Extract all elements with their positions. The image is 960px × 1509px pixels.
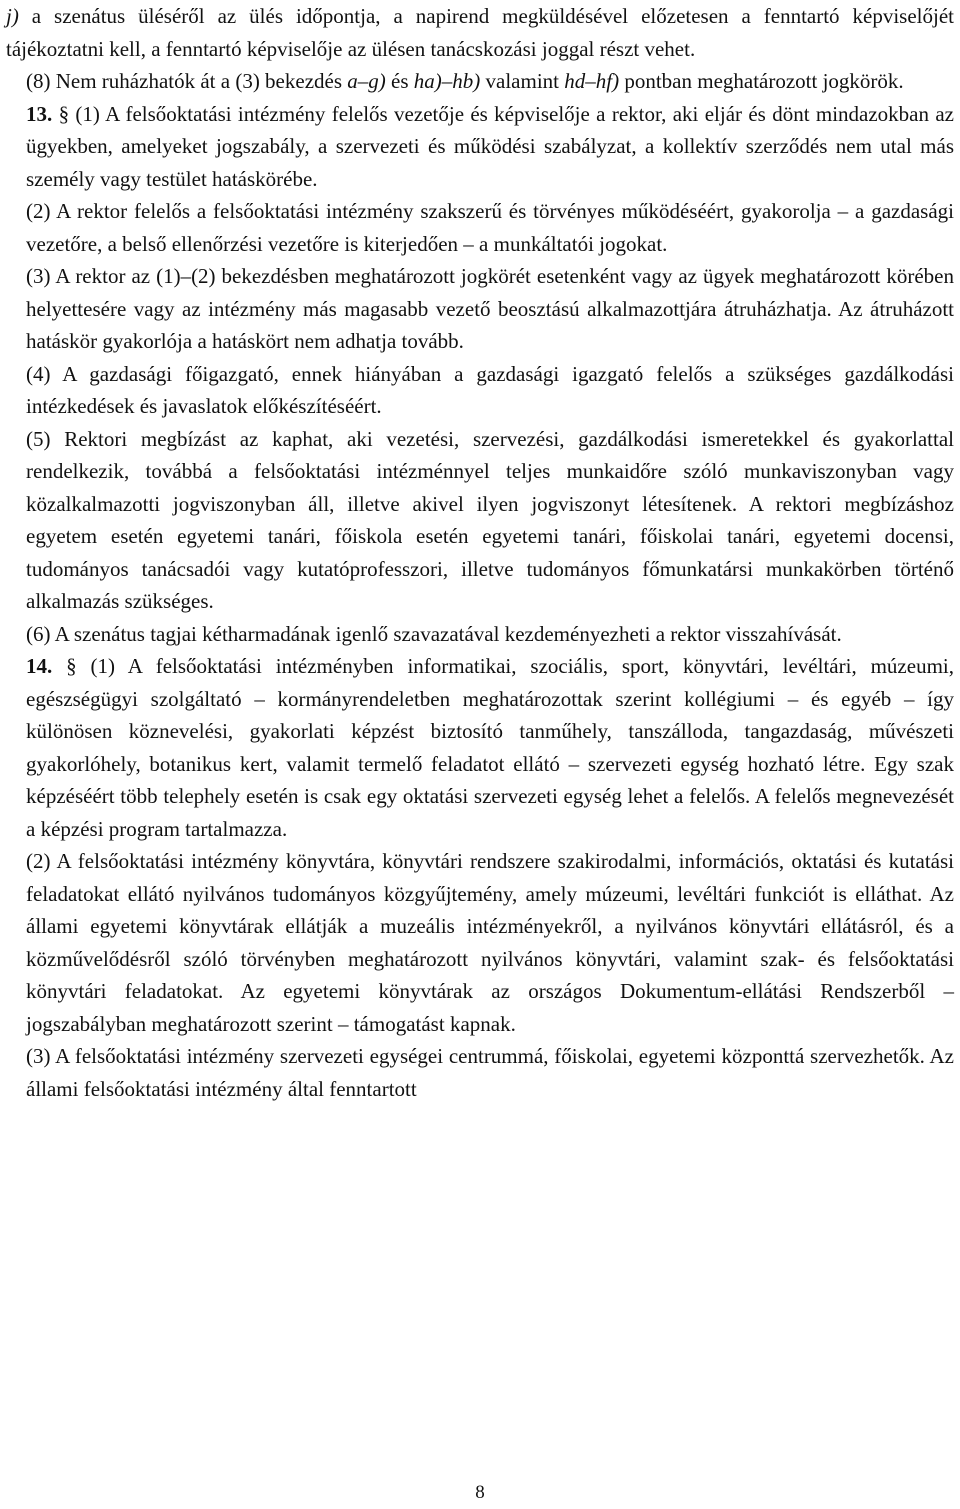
- document-body: [6, 0, 954, 1105]
- section-14-paragraph-2: (2) A felsőoktatási intézmény könyvtára, könyvtári rendszere szakirodalmi, információs, oktatási és kutatási feladatokat ellátó nyilvános tudományos közgyűjtemény, amely múzeumi, levéltári funkciót is elláthat. Az állami egyetemi könyvtárak ellátják a muzeális intézményekről, a nyilvános könyvtári ellátásról, és a közművelődésről szóló törvényben meghatározott nyilvános könyvtári, valamint szak- és felsőoktatási könyvtári feladatokat. Az egyetemi könyvtárak az országos Dokumentum-ellátási Rendszerből – jogszabályban meghatározott szerint – támogatást kapnak.: [26, 849, 954, 1036]
- paragraph-text: és: [385, 69, 414, 93]
- paragraph-text: a szenátus üléséről az ülés időpontja, a napirend megküldésével előzetesen a fenntartó képviselőjét tájékoztatni kell, a fenntartó képviselője az ülésen tanácskozási joggal részt vehet.: [6, 4, 954, 61]
- section-13-paragraph-4: (4) A gazdasági főigazgató, ennek hiányában a gazdasági igazgató felelős a szükséges gazdálkodási intézkedések és javaslatok előkészítéséért.: [26, 361, 954, 418]
- section-14-paragraph-1: [6, 650, 954, 845]
- paragraph-text: valamint: [480, 69, 565, 93]
- point-reference: a–g): [347, 69, 386, 93]
- section-13-paragraph-1: [6, 98, 954, 196]
- section-13-paragraph-5: (5) Rektori megbízást az kaphat, aki vezetési, szervezési, gazdálkodási ismeretekkel és gyakorlattal rendelkezik, továbbá a felsőoktatási intézménnyel teljes munkaidőre szóló munkaviszonyban vagy közalkalmazotti jogviszonyban áll, illetve akivel ilyen jogviszonyt létesítenek. A rektori megbízáshoz egyetem esetén egyetemi tanári, főiskola esetén egyetemi tanári, főiskolai tanári, egyetemi docensi, tudományos tanácsadói vagy kutatóprofesszori, illetve tudományos főmunkatársi munkakörben történő alkalmazás szükséges.: [26, 426, 954, 613]
- page-number: 8: [475, 1482, 485, 1503]
- paragraph-8: [6, 65, 954, 98]
- section-number: 13.: [26, 101, 53, 126]
- paragraph-j: [6, 0, 954, 65]
- section-13-paragraph-3: (3) A rektor az (1)–(2) bekezdésben meghatározott jogkörét esetenként vagy az ügyek meghatározott körében helyettesére vagy az intézmény más magasabb vezető beosztású alkalmazottjára átruházhatja. Az átruházott hatáskör gyakorlója a hatáskört nem adhatja tovább.: [26, 264, 954, 353]
- paragraph-text: (8) Nem ruházhatók át a (3) bekezdés: [26, 69, 348, 93]
- section-14-paragraph-3: (3) A felsőoktatási intézmény szervezeti egységei centrummá, főiskolai, egyetemi központtá szervezhetők. Az állami felsőoktatási intézmény által fenntartott: [26, 1044, 954, 1101]
- point-label: j): [6, 4, 19, 28]
- section-13-paragraph-2: (2) A rektor felelős a felsőoktatási intézmény szakszerű és törvényes működéséért, gyakorolja – a gazdasági vezetőre, a belső ellenőrzési vezetőre is kiterjedően – a munkáltatói jogokat.: [26, 199, 954, 256]
- section-number: 14.: [26, 654, 53, 678]
- paragraph-text: pontban meghatározott jogkörök.: [619, 69, 904, 93]
- section-13-paragraph-6: (6) A szenátus tagjai kétharmadának igenlő szavazatával kezdeményezheti a rektor visszahívását.: [26, 621, 842, 646]
- point-reference: hd–hf): [564, 69, 620, 93]
- paragraph-text: § (1) A felsőoktatási intézmény felelős vezetője és képviselője a rektor, aki eljár és dönt mindazokban az ügyekben, amelyeket jogszabály, a szervezeti és működési szabályzat, a kollektív szerződés nem utal más személy vagy testület hatáskörébe.: [26, 101, 954, 191]
- paragraph-text: § (1) A felsőoktatási intézményben informatikai, szociális, sport, könyvtári, levéltári, múzeumi, egészségügyi szolgáltató – kormányrendeletben meghatározottak szerint kollégiumi – és egyéb – így különösen köznevelési, gyakorlati képzést biztosító tanműhely, tanszálloda, tangazdaság, művészeti gyakorlóhely, botanikus kert, valamit termelő feladatot ellátó – szervezeti egység hozható létre. Egy szak képzéséért több telephely esetén is csak egy oktatási szervezeti egység lehet a felelős. A felelős megnevezését a képzési program tartalmazza.: [26, 654, 954, 841]
- point-reference: ha)–hb): [413, 69, 481, 93]
